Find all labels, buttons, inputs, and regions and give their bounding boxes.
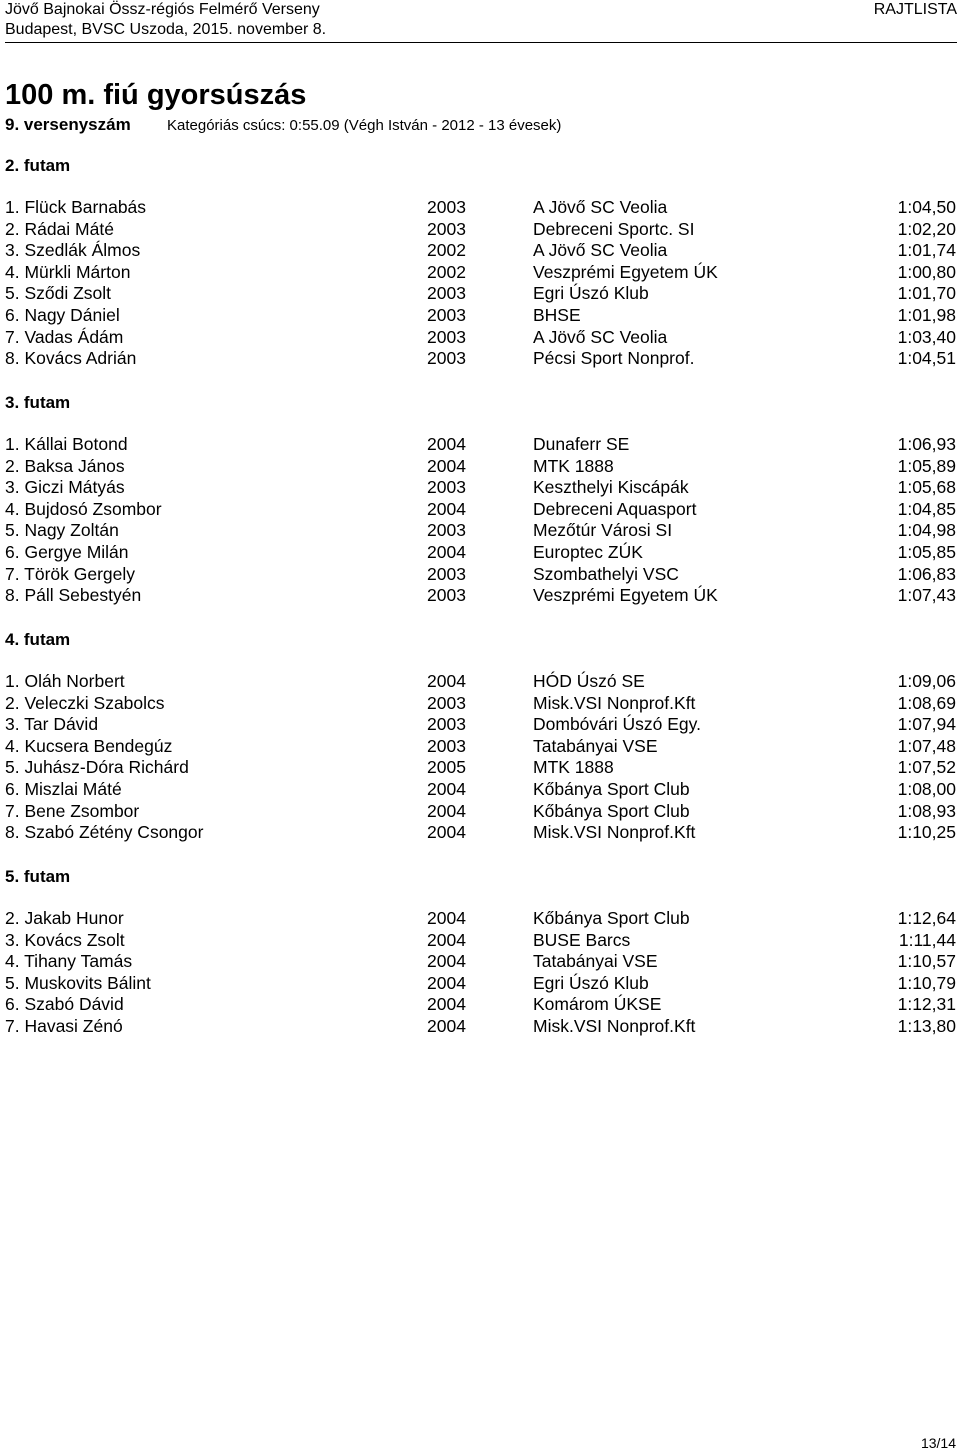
event-subtitle: [5, 114, 562, 136]
swimmer-row: [0, 908, 960, 930]
swimmer-row: [0, 951, 960, 973]
entry-time: 1:08,00: [897, 778, 956, 799]
birth-year: 2003: [427, 585, 466, 606]
swimmer-name: 2. Jakab Hunor: [5, 908, 124, 928]
swimmer-row: [0, 1016, 960, 1038]
swimmer-row: [0, 219, 960, 241]
club-name: Tatabányai VSE: [533, 735, 658, 756]
heat-title: 3. futam: [5, 393, 71, 412]
swimmer-row: [0, 477, 960, 499]
club-name: A Jövő SC Veolia: [533, 326, 668, 347]
club-name: Tatabányai VSE: [533, 951, 658, 972]
birth-year: 2003: [427, 283, 466, 304]
swimmer-row: [0, 348, 960, 370]
swimmer-name: 3. Tar Dávid: [5, 714, 99, 735]
entry-time: 1:04,85: [897, 498, 956, 519]
club-name: Misk.VSI Nonprof.Kft: [533, 822, 696, 843]
swimmer-row: [0, 283, 960, 305]
swimmer-name: 3. Kovács Zsolt: [5, 929, 125, 950]
venue-date: Budapest, BVSC Uszoda, 2015. november 8.: [5, 21, 327, 38]
swimmer-row: [0, 757, 960, 779]
swimmer-row: [0, 693, 960, 715]
entry-time: 1:00,80: [897, 261, 956, 282]
swimmer-row: [0, 499, 960, 521]
entry-time: 1:13,80: [897, 1015, 956, 1036]
entry-time: 1:06,83: [897, 563, 956, 584]
birth-year: 2003: [427, 218, 466, 239]
club-name: Veszprémi Egyetem ÚK: [533, 585, 718, 606]
birth-year: 2004: [427, 671, 466, 691]
entry-time: 1:10,79: [897, 972, 956, 993]
swimmer-name: 3. Szedlák Álmos: [5, 240, 141, 261]
entry-time: 1:12,31: [897, 994, 956, 1015]
birth-year: 2002: [427, 261, 466, 282]
birth-year: 2003: [427, 304, 466, 325]
birth-year: 2004: [427, 972, 466, 993]
swimmer-row: [0, 714, 960, 736]
swimmer-row: [0, 973, 960, 995]
club-name: Debreceni Aquasport: [533, 498, 697, 519]
page-header: [5, 0, 957, 42]
club-name: Mezőtúr Városi SI: [533, 520, 673, 541]
club-name: A Jövő SC Veolia: [533, 240, 668, 261]
birth-year: 2004: [427, 994, 466, 1015]
swimmer-row: [0, 240, 960, 262]
club-name: Debreceni Sportc. SI: [533, 218, 695, 239]
swimmer-row: [0, 305, 960, 327]
swimmer-row: [0, 327, 960, 349]
swimmer-row: [0, 801, 960, 823]
birth-year: 2003: [427, 714, 466, 735]
heat-title: 2. futam: [5, 156, 71, 175]
competition-name: Jövő Bajnokai Össz-régiós Felmérő Verseny: [5, 1, 320, 18]
swimmer-row: [0, 994, 960, 1016]
birth-year: 2004: [427, 908, 466, 928]
club-name: HÓD Úszó SE: [533, 671, 645, 691]
document-type: RAJTLISTA: [873, 1, 957, 18]
page-number: 13/14: [920, 1435, 956, 1451]
club-name: Kőbánya Sport Club: [533, 778, 690, 799]
birth-year: 2003: [427, 563, 466, 584]
club-name: Szombathelyi VSC: [533, 563, 679, 584]
swimmer-row: [0, 930, 960, 952]
event-number: 9. versenyszám: [5, 115, 131, 134]
swimmer-name: 6. Gergye Milán: [5, 541, 129, 562]
club-name: Pécsi Sport Nonprof.: [533, 348, 695, 369]
swimmer-name: 1. Kállai Botond: [5, 434, 128, 454]
entry-time: 1:04,51: [897, 348, 956, 369]
club-name: MTK 1888: [533, 455, 614, 476]
swimmer-name: 7. Vadas Ádám: [5, 326, 124, 347]
entry-time: 1:04,98: [897, 520, 956, 541]
birth-year: 2003: [427, 326, 466, 347]
entry-time: 1:01,74: [897, 240, 956, 261]
heat-title: 4. futam: [5, 630, 71, 649]
swimmer-row: [0, 585, 960, 607]
entry-time: 1:09,06: [897, 671, 956, 691]
birth-year: 2004: [427, 434, 466, 454]
swimmer-name: 5. Juhász-Dóra Richárd: [5, 757, 189, 778]
swimmer-name: 1. Flück Barnabás: [5, 197, 147, 217]
birth-year: 2004: [427, 822, 466, 843]
swimmer-name: 5. Nagy Zoltán: [5, 520, 119, 541]
swimmer-row: [0, 542, 960, 564]
swimmer-name: 1. Oláh Norbert: [5, 671, 125, 691]
club-name: Misk.VSI Nonprof.Kft: [533, 1015, 696, 1036]
birth-year: 2004: [427, 498, 466, 519]
swimmer-row: [0, 434, 960, 456]
heat-rows: [0, 908, 960, 1038]
swimmer-name: 8. Kovács Adrián: [5, 348, 137, 369]
club-name: BUSE Barcs: [533, 929, 631, 950]
club-name: Dunaferr SE: [533, 434, 630, 454]
entry-time: 1:04,50: [897, 197, 956, 217]
birth-year: 2004: [427, 541, 466, 562]
birth-year: 2004: [427, 455, 466, 476]
club-name: BHSE: [533, 304, 581, 325]
entry-time: 1:02,20: [897, 218, 956, 239]
entry-time: 1:11,44: [898, 929, 956, 950]
swimmer-name: 4. Kucsera Bendegúz: [5, 735, 173, 756]
entry-time: 1:10,25: [897, 822, 956, 843]
swimmer-name: 4. Tihany Tamás: [5, 951, 133, 972]
birth-year: 2004: [427, 929, 466, 950]
birth-year: 2003: [427, 692, 466, 713]
entry-time: 1:08,93: [897, 800, 956, 821]
entry-time: 1:07,43: [897, 585, 956, 606]
entry-time: 1:05,89: [897, 455, 956, 476]
birth-year: 2004: [427, 951, 466, 972]
swimmer-row: [0, 736, 960, 758]
birth-year: 2003: [427, 477, 466, 498]
swimmer-name: 4. Bujdosó Zsombor: [5, 498, 162, 519]
birth-year: 2003: [427, 348, 466, 369]
swimmer-name: 6. Szabó Dávid: [5, 994, 124, 1015]
birth-year: 2004: [427, 800, 466, 821]
swimmer-name: 4. Mürkli Márton: [5, 261, 131, 282]
entry-time: 1:05,68: [897, 477, 956, 498]
entry-time: 1:06,93: [897, 434, 956, 454]
swimmer-name: 2. Rádai Máté: [5, 218, 114, 239]
entry-time: 1:05,85: [897, 541, 956, 562]
swimmer-row: [0, 197, 960, 219]
club-name: A Jövő SC Veolia: [533, 197, 668, 217]
entry-time: 1:07,52: [897, 757, 956, 778]
swimmer-name: 7. Török Gergely: [5, 563, 136, 584]
club-name: Kőbánya Sport Club: [533, 908, 690, 928]
swimmer-row: [0, 520, 960, 542]
birth-year: 2003: [427, 197, 466, 217]
entry-time: 1:08,69: [897, 692, 956, 713]
club-name: Komárom ÚKSE: [533, 994, 662, 1015]
swimmer-row: [0, 671, 960, 693]
category-record: Kategóriás csúcs: 0:55.09 (Végh István - 2012 - 13 évesek): [167, 117, 562, 134]
entry-time: 1:01,98: [897, 304, 956, 325]
swimmer-name: 8. Páll Sebestyén: [5, 585, 142, 606]
birth-year: 2002: [427, 240, 466, 261]
entry-time: 1:10,57: [897, 951, 956, 972]
swimmer-row: [0, 262, 960, 284]
swimmer-name: 7. Bene Zsombor: [5, 800, 140, 821]
swimmer-name: 2. Veleczki Szabolcs: [5, 692, 165, 713]
swimmer-row: [0, 779, 960, 801]
heat-rows: [0, 671, 960, 844]
swimmer-row: [0, 456, 960, 478]
swimmer-name: 3. Giczi Mátyás: [5, 477, 125, 498]
club-name: Kőbánya Sport Club: [533, 800, 690, 821]
swimmer-row: [0, 822, 960, 844]
event-title: 100 m. fiú gyorsúszás: [5, 79, 307, 111]
header-divider: [5, 42, 957, 43]
swimmer-name: 6. Nagy Dániel: [5, 304, 120, 325]
birth-year: 2004: [427, 778, 466, 799]
birth-year: 2004: [427, 1015, 466, 1036]
entry-time: 1:03,40: [897, 326, 956, 347]
club-name: Keszthelyi Kiscápák: [533, 477, 689, 498]
club-name: Misk.VSI Nonprof.Kft: [533, 692, 696, 713]
swimmer-name: 8. Szabó Zétény Csongor: [5, 822, 204, 843]
entry-time: 1:12,64: [897, 908, 956, 928]
swimmer-name: 5. Sződi Zsolt: [5, 283, 112, 304]
swimmer-name: 6. Miszlai Máté: [5, 778, 122, 799]
club-name: Veszprémi Egyetem ÚK: [533, 261, 718, 282]
entry-time: 1:07,48: [897, 735, 956, 756]
club-name: Dombóvári Úszó Egy.: [533, 714, 701, 735]
swimmer-name: 5. Muskovits Bálint: [5, 972, 151, 993]
entry-time: 1:01,70: [897, 283, 956, 304]
heat-title: 5. futam: [5, 867, 71, 886]
heat-rows: [0, 434, 960, 607]
heat-rows: [0, 197, 960, 370]
entry-time: 1:07,94: [897, 714, 956, 735]
swimmer-row: [0, 564, 960, 586]
club-name: MTK 1888: [533, 757, 614, 778]
birth-year: 2003: [427, 735, 466, 756]
club-name: Europtec ZÚK: [533, 541, 643, 562]
swimmer-name: 2. Baksa János: [5, 455, 125, 476]
birth-year: 2003: [427, 520, 466, 541]
swimmer-name: 7. Havasi Zénó: [5, 1015, 123, 1036]
birth-year: 2005: [427, 757, 466, 778]
club-name: Egri Úszó Klub: [533, 972, 649, 993]
club-name: Egri Úszó Klub: [533, 283, 649, 304]
